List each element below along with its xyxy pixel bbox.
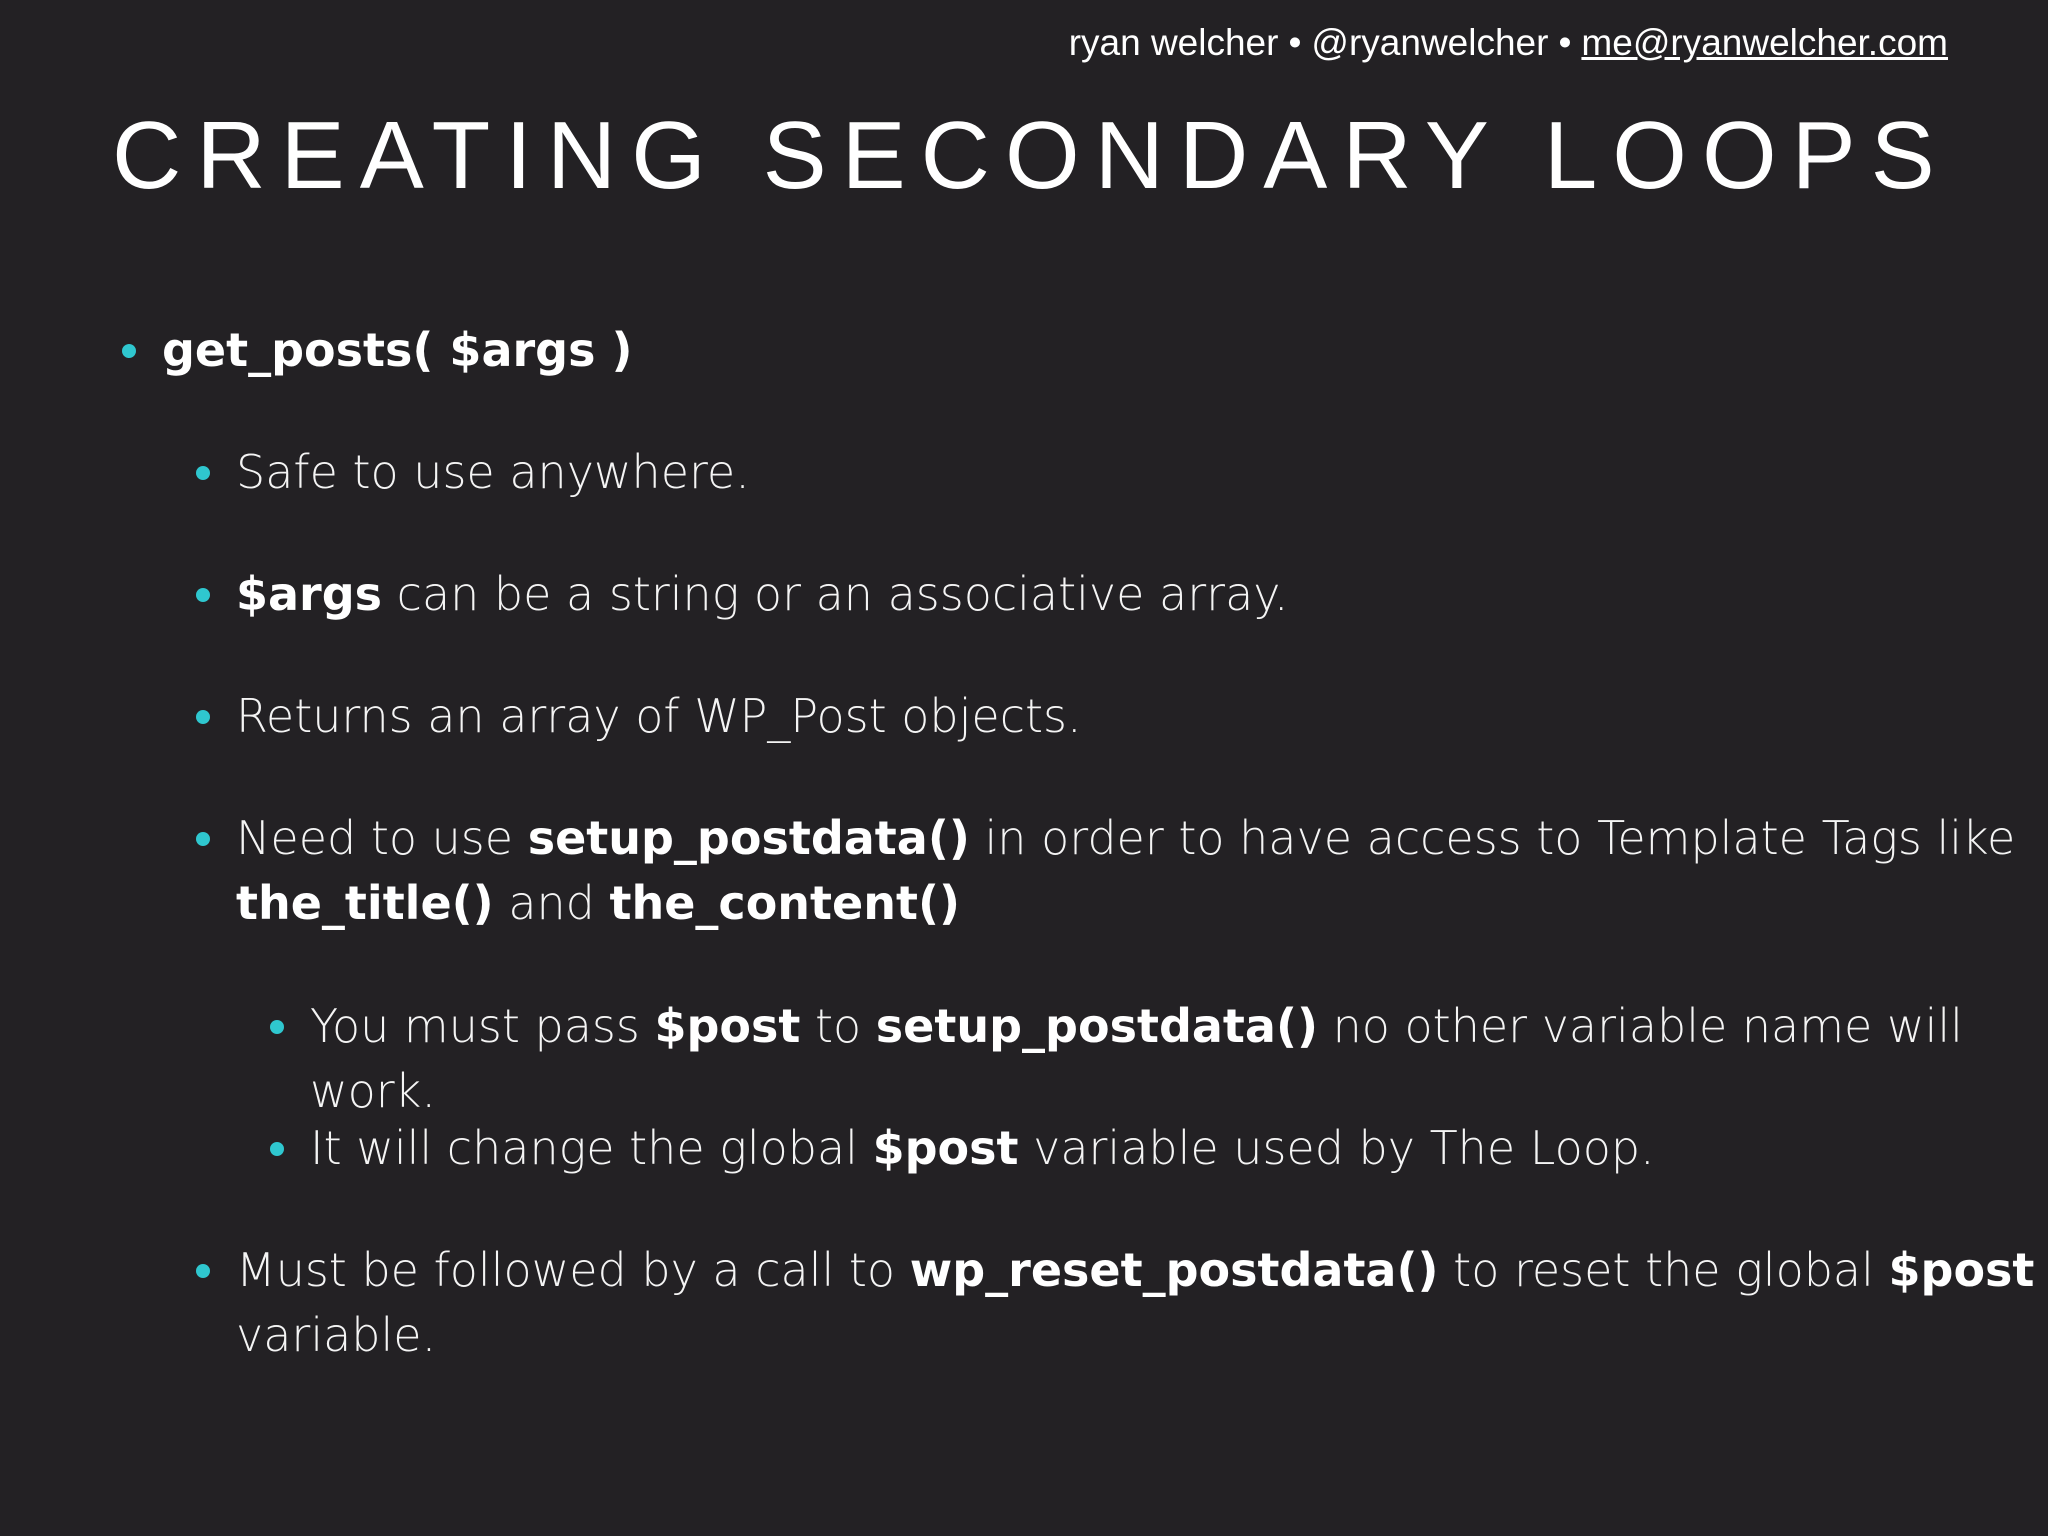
bullet-text: Need to use [236,811,528,865]
bullet-text: and [493,876,610,930]
bullet-dot [196,710,210,724]
code-get-posts: get_posts( $args ) [162,323,633,377]
bullet-text: can be a string or an associative array. [382,567,1289,621]
author-credit [1069,22,1948,64]
author-handle: @ryanwelcher [1311,22,1549,63]
bullet-dot [270,1020,284,1034]
bullet-dot [196,588,210,602]
bullet-dot [270,1142,284,1156]
bullet-dot [196,466,210,480]
bullet-must-pass-post [310,994,2048,1124]
bullet-dot [196,832,210,846]
bullet-reset-postdata [236,1238,2034,1368]
bullet-text: You must pass [310,999,655,1053]
code-post: $post [654,999,801,1053]
bullet-setup-postdata [236,806,2015,936]
code-post: $post [1888,1243,2035,1297]
code-the-content: the_content() [609,876,961,930]
bullet-dot [196,1264,210,1278]
email-link[interactable]: me@ryanwelcher.com [1581,22,1948,63]
bullet-global-post [310,1116,1655,1181]
bullet-safe-anywhere [236,440,750,505]
bullet-text: variable. [236,1308,437,1362]
bullet-text: Must be followed by a call to [236,1243,910,1297]
code-setup-postdata: setup_postdata() [875,999,1318,1053]
bullet-text: variable used by The Loop. [1018,1121,1655,1175]
bullet-get-posts [162,318,633,383]
separator: • [1288,22,1302,63]
code-setup-postdata: setup_postdata() [527,811,970,865]
bullet-text: Safe to use anywhere. [236,445,750,499]
bullet-text: no other variable name will work. [310,999,1963,1118]
code-args: $args [236,567,383,621]
code-wp-reset-postdata: wp_reset_postdata() [909,1243,1439,1297]
bullet-text: to [800,999,876,1053]
author-name: ryan welcher [1068,22,1279,63]
bullet-text: in order to have access to Template Tags like [969,811,2016,865]
bullet-args [236,562,1289,627]
code-post: $post [872,1121,1019,1175]
code-the-title: the_title() [236,876,494,930]
bullet-returns [236,684,1082,749]
separator: • [1558,22,1572,63]
bullet-text: Returns an array of WP_Post objects. [236,689,1082,743]
bullet-dot [122,344,136,358]
slide-title: CREATING SECONDARY LOOPS [112,102,1950,209]
bullet-text: It will change the global [310,1121,873,1175]
bullet-text: to reset the global [1438,1243,1889,1297]
